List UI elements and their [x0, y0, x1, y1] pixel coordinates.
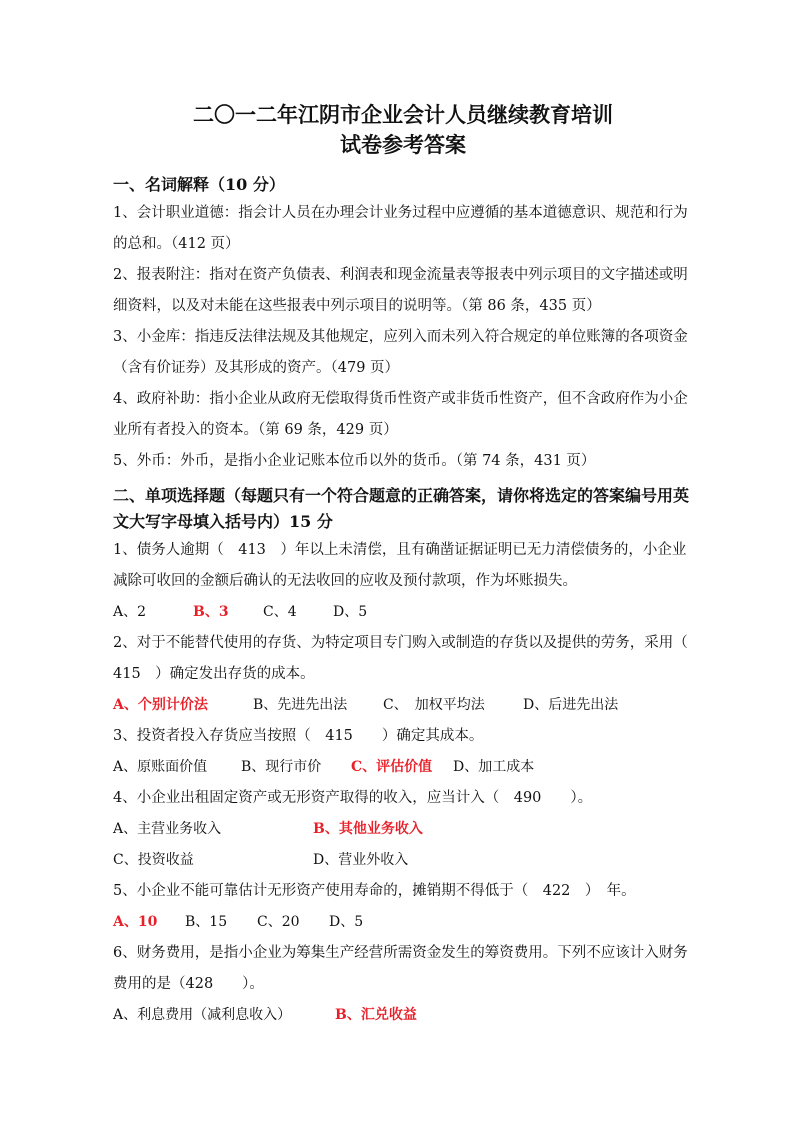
definition-item: 5、外币：外币，是指小企业记账本位币以外的货币。（第 74 条，431 页）: [113, 453, 596, 469]
document-page: [113, 100, 703, 1031]
question-5-stem: 5、小企业不能可靠估计无形资产使用寿命的，摊销期不得低于（ 422 ） 年。: [113, 883, 636, 899]
section1-heading: 一、名词解释（10 分）: [113, 175, 285, 194]
option-c: C、 加权平均法: [383, 697, 485, 713]
option-b: B、现行市价: [241, 759, 322, 775]
definition-item: 2、报表附注：指对在资产负债表、利润表和现金流量表等报表中列示项目的文字描述或明细资料，以及对未能在这些报表中列示项目的说明等。（第 86 条，435 页）: [113, 267, 688, 314]
option-a-answer: A、10: [113, 914, 158, 930]
option-a: A、主营业务收入: [113, 821, 222, 837]
option-d: D、5: [329, 914, 364, 930]
document-title-line1: 二〇一二年江阴市企业会计人员继续教育培训: [193, 102, 613, 127]
definition-item: 1、会计职业道德：指会计人员在办理会计业务过程中应遵循的基本道德意识、规范和行为的总和。（412 页）: [113, 205, 688, 252]
question-1-stem: 1、债务人逾期（ 413 ）年以上未清偿，且有确凿证据证明已无力清偿债务的，小企业减除可收回的金额后确认的无法收回的应收及预付款项，作为坏账损失。: [113, 542, 687, 589]
option-b-answer: B、汇兑收益: [335, 1007, 417, 1023]
option-d: D、营业外收入: [313, 852, 409, 868]
question-2-options: [113, 690, 693, 721]
option-c: C、20: [257, 914, 300, 930]
option-c: C、投资收益: [113, 852, 194, 868]
option-a: A、利息费用（减利息收入）: [113, 1007, 292, 1023]
question-4-options-row1: [113, 814, 693, 845]
option-b: B、15: [185, 914, 228, 930]
question-3-stem: 3、投资者投入存货应当按照（ 415 ）确定其成本。: [113, 728, 484, 744]
question-1-options: [113, 597, 693, 628]
document-title-line2: 试卷参考答案: [340, 132, 466, 157]
option-c-answer: C、评估价值: [351, 759, 433, 775]
option-a-answer: A、个别计价法: [113, 697, 208, 713]
question-3-options: [113, 752, 693, 783]
question-4-stem: 4、小企业出租固定资产或无形资产取得的收入，应当计入（ 490 ）。: [113, 790, 593, 806]
question-6-stem: 6、财务费用，是指小企业为筹集生产经营所需资金发生的筹资费用。下列不应该计入财务费用的是（428 ）。: [113, 945, 688, 992]
option-d: D、后进先出法: [523, 697, 619, 713]
question-6-options: [113, 1000, 693, 1031]
option-a: A、2: [113, 604, 147, 620]
option-b-answer: B、3: [193, 604, 229, 620]
question-2-stem: 2、对于不能替代使用的存货、为特定项目专门购入或制造的存货以及提供的劳务，采用（ 415 ）确定发出存货的成本。: [113, 635, 703, 682]
option-d: D、加工成本: [453, 759, 535, 775]
question-4-options-row2: [113, 845, 693, 876]
option-c: C、4: [263, 604, 297, 620]
option-b: B、先进先出法: [253, 697, 348, 713]
definition-item: 3、小金库：指违反法律法规及其他规定，应列入而未列入符合规定的单位账簿的各项资金（含有价证券）及其形成的资产。（479 页）: [113, 329, 688, 376]
option-a: A、原账面价值: [113, 759, 208, 775]
option-d: D、5: [333, 604, 368, 620]
definition-item: 4、政府补助：指小企业从政府无偿取得货币性资产或非货币性资产，但不含政府作为小企业所有者投入的资本。（第 69 条，429 页）: [113, 391, 688, 438]
question-5-options: [113, 907, 693, 938]
option-b-answer: B、其他业务收入: [313, 821, 423, 837]
section2-heading: 二、单项选择题（每题只有一个符合题意的正确答案，请你将选定的答案编号用英文大写字母填入括号内）15 分: [113, 486, 690, 531]
